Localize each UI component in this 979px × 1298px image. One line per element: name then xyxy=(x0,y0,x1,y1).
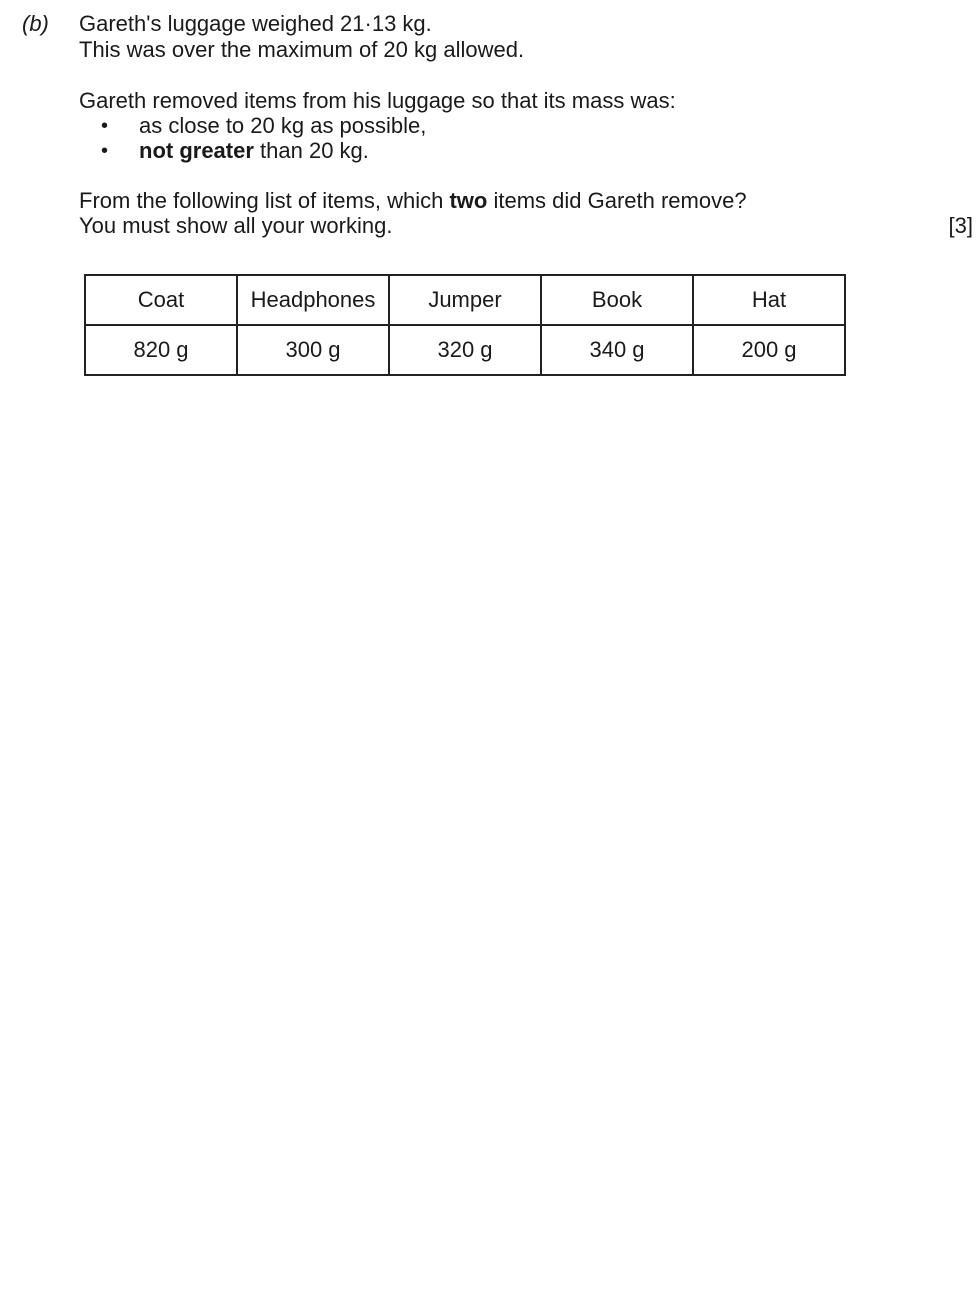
question-line-2: This was over the maximum of 20 kg allowed. xyxy=(79,37,525,62)
item-mass-cell: 300 g xyxy=(237,325,389,375)
items-mass-row xyxy=(85,325,845,375)
item-name-cell: Hat xyxy=(693,275,845,325)
question-part-label: (b) xyxy=(22,11,49,36)
item-mass-cell: 200 g xyxy=(693,325,845,375)
item-name-cell: Headphones xyxy=(237,275,389,325)
bullet-item-2 xyxy=(139,138,369,164)
marks-label: [3] xyxy=(948,213,973,238)
question-line-4 xyxy=(79,188,747,214)
items-table xyxy=(84,274,846,376)
items-header-row xyxy=(85,275,845,325)
item-name-cell: Jumper xyxy=(389,275,541,325)
question-line-4-after: items did Gareth remove? xyxy=(487,188,747,213)
question-line-3: Gareth removed items from his luggage so that its mass was: xyxy=(79,88,676,113)
bullet-symbol-2: • xyxy=(101,140,109,162)
bullet-item-2-text: than 20 kg. xyxy=(253,138,369,163)
bullet-item-1 xyxy=(139,113,426,139)
bullet-item-2-bold: not greater xyxy=(139,138,254,163)
item-name-cell: Coat xyxy=(85,275,237,325)
item-mass-cell: 320 g xyxy=(389,325,541,375)
item-mass-cell: 820 g xyxy=(85,325,237,375)
item-mass-cell: 340 g xyxy=(541,325,693,375)
question-line-4-before: From the following list of items, which xyxy=(79,188,450,213)
item-name-cell: Book xyxy=(541,275,693,325)
question-line-5: You must show all your working. xyxy=(79,213,393,238)
bullet-symbol-1: • xyxy=(101,115,109,137)
bullet-item-1-text: as close to 20 kg as possible, xyxy=(139,113,427,138)
question-line-4-bold: two xyxy=(449,188,488,213)
question-line-1: Gareth's luggage weighed 21·13 kg. xyxy=(79,11,432,36)
